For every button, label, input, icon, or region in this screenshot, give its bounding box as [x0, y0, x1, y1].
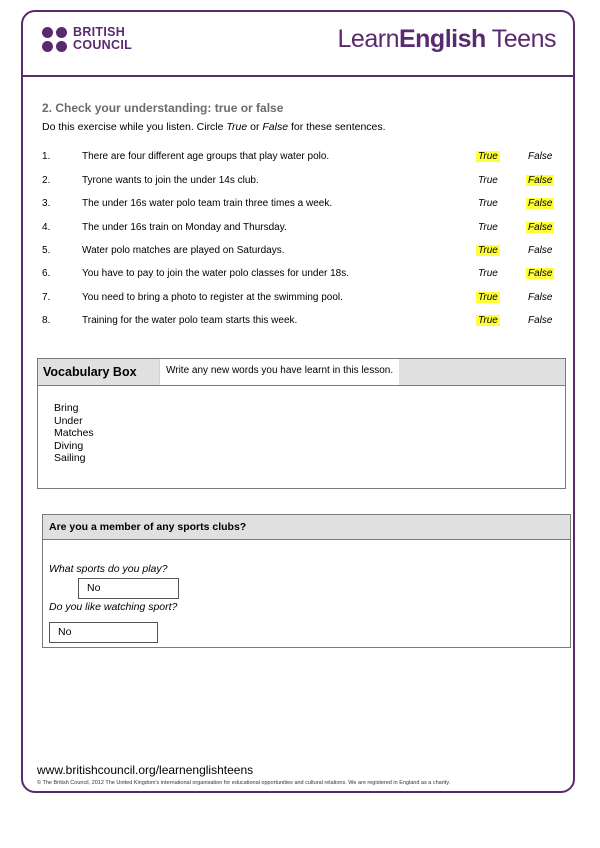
false-option[interactable]: False	[528, 222, 553, 233]
vocabulary-word: Under	[54, 414, 83, 427]
question-text: There are four different age groups that play water polo.	[82, 151, 330, 162]
question-text: Tyrone wants to join the under 14s club.	[82, 175, 259, 186]
question-text: The under 16s water polo team train three times a week.	[82, 198, 333, 209]
true-option[interactable]: True	[478, 315, 498, 326]
instruction-true: True	[226, 121, 248, 133]
instruction-false: False	[262, 121, 289, 133]
question-number: 3.	[42, 198, 51, 209]
question-watching-sport: Do you like watching sport?	[49, 601, 178, 613]
question-row	[42, 175, 562, 191]
question-number: 2.	[42, 175, 51, 186]
question-row	[42, 292, 562, 308]
question-number: 7.	[42, 292, 51, 303]
vocabulary-title: Vocabulary Box	[38, 359, 160, 385]
false-option[interactable]: False	[528, 245, 553, 256]
brand-learn: Learn	[337, 25, 399, 53]
question-row	[42, 268, 562, 284]
true-option[interactable]: True	[478, 292, 498, 303]
false-option[interactable]: False	[528, 151, 553, 162]
false-option[interactable]: False	[528, 175, 553, 186]
exercise-instructions	[42, 121, 386, 133]
instruction-mid: or	[247, 121, 263, 133]
logo-line-2: COUNCIL	[73, 38, 133, 52]
vocabulary-header	[38, 359, 565, 386]
false-option[interactable]: False	[528, 198, 553, 209]
question-text: You need to bring a photo to register at the swimming pool.	[82, 292, 343, 303]
question-row	[42, 222, 562, 238]
instruction-pre: Do this exercise while you listen. Circle	[42, 121, 227, 133]
answer-watching-sport[interactable]: No	[49, 622, 158, 643]
vocabulary-note: Write any new words you have learnt in this lesson.	[160, 359, 399, 385]
vocabulary-word: Bring	[54, 402, 79, 414]
true-option[interactable]: True	[478, 198, 498, 209]
question-text: The under 16s train on Monday and Thursday.	[82, 222, 287, 233]
true-option[interactable]: True	[478, 175, 498, 186]
answer-sports-played[interactable]: No	[78, 578, 179, 599]
question-text: Training for the water polo team starts this week.	[82, 315, 298, 326]
logo-line-1: BRITISH	[73, 25, 126, 39]
instruction-post: for these sentences.	[288, 121, 386, 133]
true-option[interactable]: True	[478, 245, 498, 256]
question-text: You have to pay to join the water polo classes for under 18s.	[82, 268, 350, 279]
header-divider	[21, 75, 575, 77]
question-row	[42, 198, 562, 214]
question-number: 4.	[42, 222, 51, 233]
vocabulary-box	[37, 358, 566, 489]
brand-teens: Teens	[491, 25, 556, 53]
vocabulary-word-list	[54, 402, 94, 465]
false-option[interactable]: False	[528, 292, 553, 303]
true-option[interactable]: True	[478, 268, 498, 279]
question-number: 8.	[42, 315, 51, 326]
vocabulary-word: Matches	[54, 427, 94, 439]
true-option[interactable]: True	[478, 222, 498, 233]
vocabulary-word: Sailing	[54, 452, 86, 464]
question-number: 5.	[42, 245, 51, 256]
sports-clubs-title: Are you a member of any sports clubs?	[43, 515, 570, 540]
sports-clubs-box	[42, 514, 571, 648]
footer-copyright: © The British Council, 2012 The United Kingdom's international organisation for educational opportunities and cultural relations. We are registered in England as a charity.	[37, 780, 451, 786]
logo-dots-icon	[42, 27, 67, 52]
question-sports-played: What sports do you play?	[49, 563, 168, 575]
question-row	[42, 315, 562, 331]
question-row	[42, 151, 562, 167]
question-number: 6.	[42, 268, 51, 279]
footer-url[interactable]: www.britishcouncil.org/learnenglishteens	[37, 763, 254, 777]
vocabulary-word: Diving	[54, 439, 84, 452]
british-council-logo	[42, 26, 132, 52]
false-option[interactable]: False	[528, 268, 553, 279]
question-number: 1.	[42, 151, 51, 162]
true-option[interactable]: True	[478, 151, 498, 162]
question-text: Water polo matches are played on Saturdays.	[82, 245, 285, 256]
false-option[interactable]: False	[528, 315, 553, 326]
learnenglish-teens-brand	[338, 25, 556, 54]
exercise-title: 2. Check your understanding: true or false	[42, 101, 284, 115]
question-row	[42, 245, 562, 261]
brand-english: English	[398, 25, 486, 53]
